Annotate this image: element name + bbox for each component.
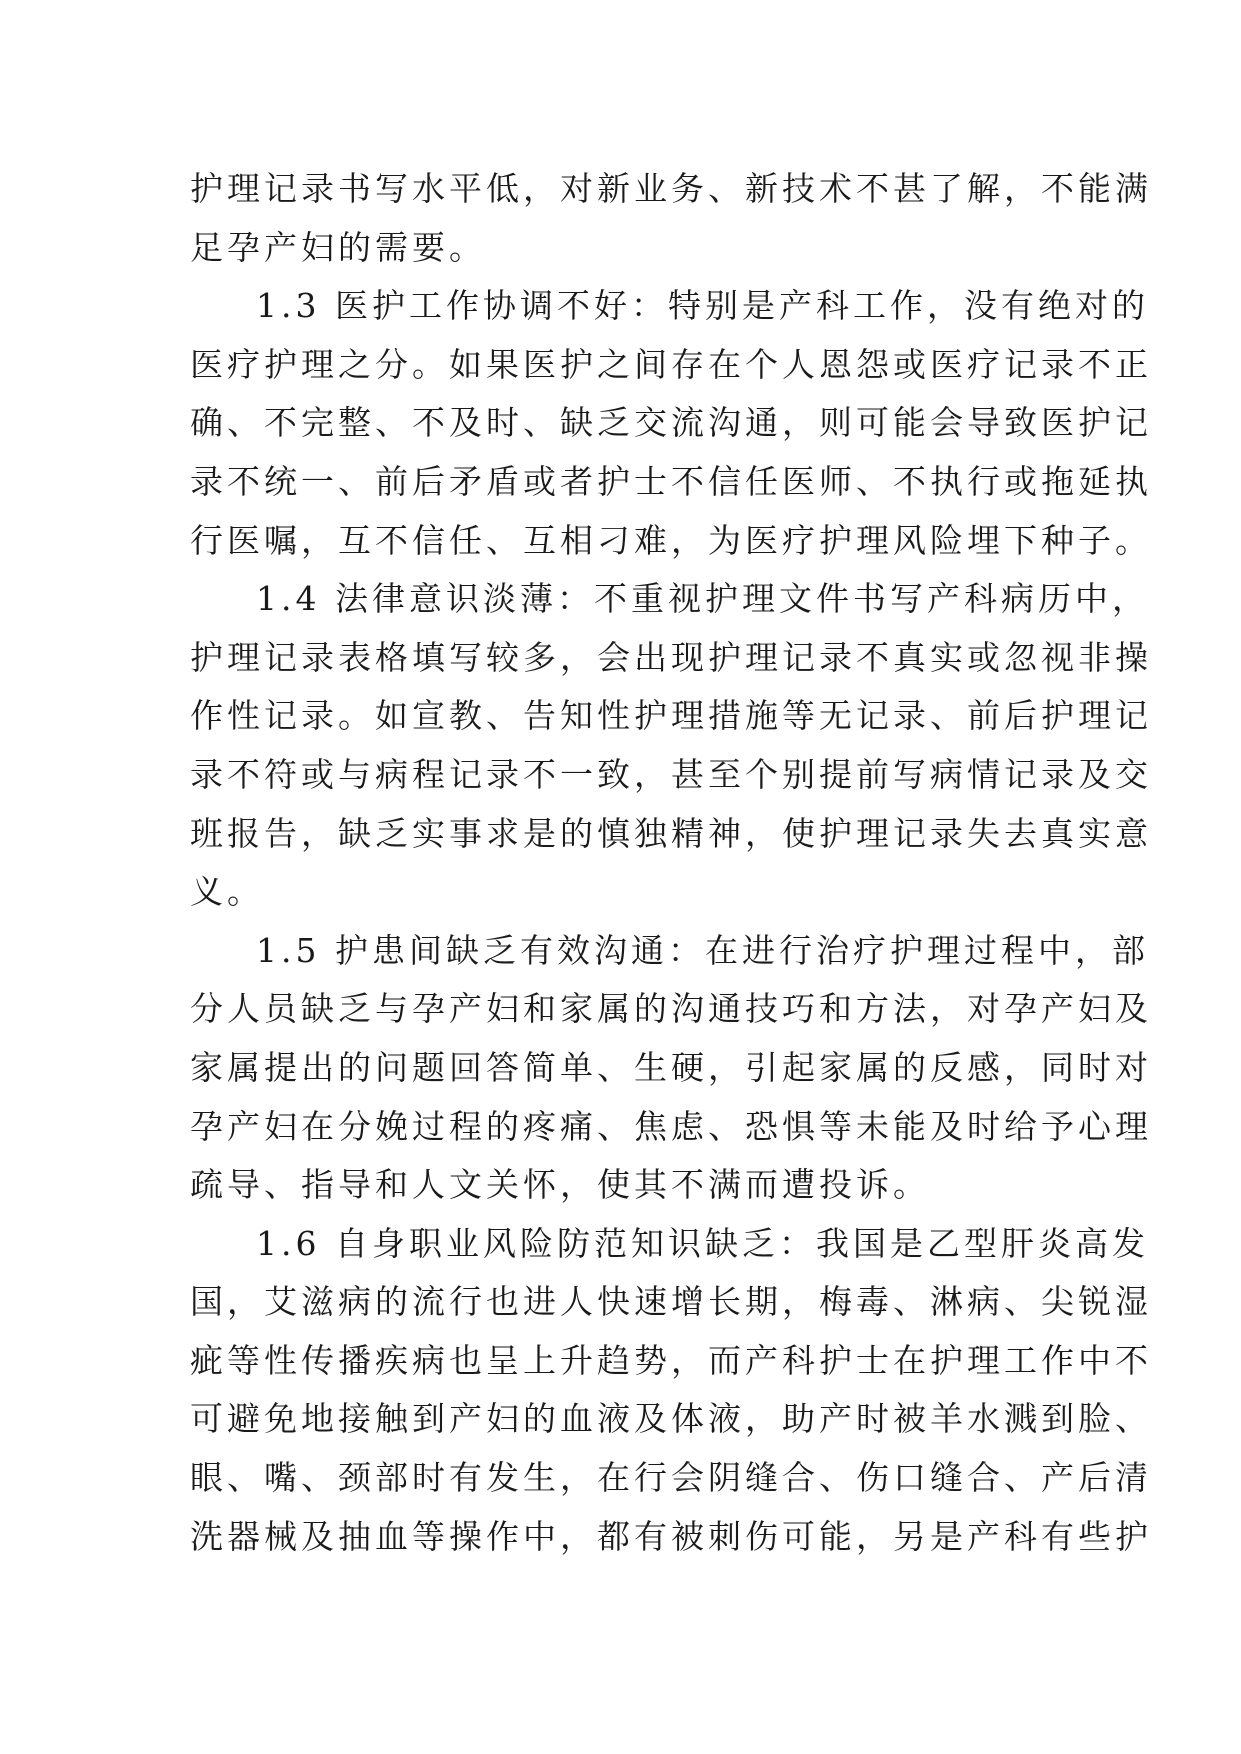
- text-line: 班报告，缺乏实事求是的慎独精神，使护理记录失去真实意: [190, 813, 1152, 853]
- text-line: 医疗护理之分。如果医护之间存在个人恩怨或医疗记录不正: [190, 344, 1152, 384]
- text-line: 作性记录。如宣教、告知性护理措施等无记录、前后护理记: [190, 696, 1152, 736]
- text-line: 疵等性传播疾病也呈上升趋势，而产科护士在护理工作中不: [190, 1340, 1152, 1380]
- text-line: 护理记录表格填写较多，会出现护理记录不真实或忽视非操: [190, 637, 1152, 677]
- text-line: 家属提出的问题回答简单、生硬，引起家属的反感，同时对: [190, 1047, 1152, 1087]
- body-text: [190, 160, 1152, 1566]
- paragraph-first-line: 1.4 法律意识淡薄：不重视护理文件书写产科病历中，: [256, 579, 1149, 619]
- text-line: 确、不完整、不及时、缺乏交流沟通，则可能会导致医护记: [190, 403, 1152, 443]
- text-line: 国，艾滋病的流行也进人快速增长期，梅毒、淋病、尖锐湿: [190, 1282, 1152, 1322]
- text-line: 分人员缺乏与孕产妇和家属的沟通技巧和方法，对孕产妇及: [190, 989, 1152, 1029]
- paragraph-first-line: 1.6 自身职业风险防范知识缺乏：我国是乙型肝炎高发: [256, 1223, 1149, 1263]
- paragraph-first-line: 1.5 护患间缺乏有效沟通：在进行治疗护理过程中，部: [256, 930, 1149, 970]
- text-line: 洗器械及抽血等操作中，都有被刺伤可能，另是产科有些护: [190, 1516, 1152, 1556]
- text-line: 护理记录书写水平低，对新业务、新技术不甚了解，不能满: [190, 169, 1152, 208]
- text-line: 眼、嘴、颈部时有发生，在行会阴缝合、伤口缝合、产后清: [190, 1458, 1152, 1498]
- text-line: 行医嘱，互不信任、互相刁难，为医疗护理风险埋下种子。: [190, 520, 1152, 560]
- text-line: 义。: [190, 872, 264, 912]
- text-line: 录不统一、前后矛盾或者护士不信任医师、不执行或拖延执: [190, 461, 1152, 501]
- text-line: 可避免地接触到产妇的血液及体液，助产时被羊水溅到脸、: [190, 1399, 1152, 1439]
- text-line: 孕产妇在分娩过程的疼痛、焦虑、恐惧等未能及时给予心理: [190, 1106, 1152, 1146]
- text-line: 足孕产妇的需要。: [190, 227, 486, 267]
- text-line: 疏导、指导和人文关怀，使其不满而遭投诉。: [190, 1165, 930, 1205]
- paragraph-first-line: 1.3 医护工作协调不好：特别是产科工作，没有绝对的: [256, 286, 1149, 326]
- text-line: 录不符或与病程记录不一致，甚至个别提前写病情记录及交: [190, 754, 1152, 794]
